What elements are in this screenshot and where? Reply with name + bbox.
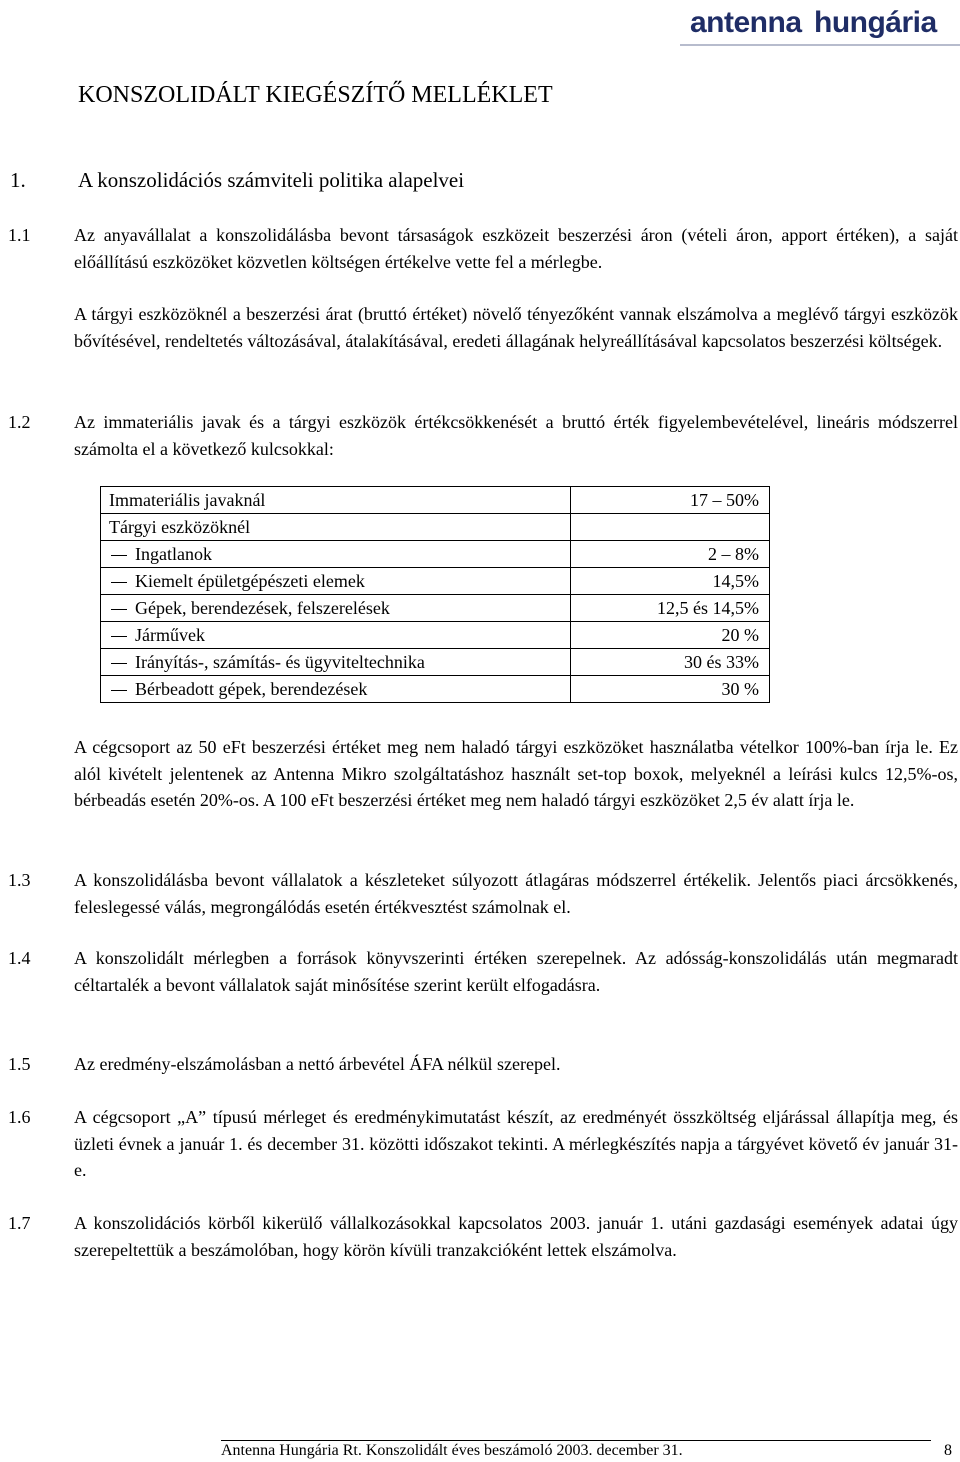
table-row [101, 649, 770, 676]
rate-label: Tárgyi eszközöknél [101, 514, 571, 541]
item-number: 1.2 [8, 412, 31, 432]
page-title: KONSZOLIDÁLT KIEGÉSZÍTŐ MELLÉKLET [78, 82, 553, 108]
table-row [101, 676, 770, 703]
section-title: A konszolidációs számviteli politika alapelvei [78, 168, 465, 192]
rate-value: 30 % [571, 676, 770, 703]
dash-bullet [111, 636, 127, 637]
item-paragraph: Az eredmény-elszámolásban a nettó árbevétel ÁFA nélkül szerepel. [74, 1054, 561, 1074]
table-row [101, 595, 770, 622]
rate-value: 14,5% [571, 568, 770, 595]
item-number: 1.3 [8, 870, 31, 890]
table-row [101, 568, 770, 595]
item-paragraph: A konszolidált mérlegben a források könyvszerinti értéken szerepelnek. Az adósság-konszolidálás után megmaradt céltartalék a bevont vállalatok saját minősítése szerint került elfogadásra. [74, 948, 958, 995]
rate-label: Immateriális javaknál [101, 487, 571, 514]
footer-text: Antenna Hungária Rt. Konszolidált éves beszámoló 2003. december 31. [221, 1442, 683, 1459]
item-paragraph: A cégcsoport az 50 eFt beszerzési értéket meg nem haladó tárgyi eszközöket használatba vételkor 100%-ban írja le. Ez alól kivételt jelentenek az Antenna Mikro szolgáltatáshoz használt set-top boxok, melyeknél a leírási kulcs 12,5%-os, bérbeadás esetén 20%-os. A 100 eFt beszerzési értéket meg nem haladó tárgyi eszközöket 2,5 év alatt írja le. [74, 737, 958, 810]
dash-bullet [111, 690, 127, 691]
depreciation-rates-table [100, 486, 770, 703]
item-paragraph: A konszolidálásba bevont vállalatok a készleteket súlyozott átlagáras módszerrel értékelik. Jelentős piaci árcsökkenés, feleslegessé válás, megrongálódás esetén értékvesztést számolnak el. [74, 870, 958, 917]
logo-word-hungaria: hungária [814, 6, 937, 39]
company-logo [670, 0, 960, 52]
item-paragraph: A konszolidációs körből kikerülő vállalkozásokkal kapcsolatos 2003. január 1. utáni gazdasági események adatai úgy szerepeltettük a beszámolóban, hogy körön kívüli tranzakcióként lettek elszámolva. [74, 1213, 958, 1260]
item-paragraph: Az immateriális javak és a tárgyi eszközök értékcsökkenését a bruttó érték figyelembevételével, lineáris módszerrel számolta el a következő kulcsokkal: [74, 412, 958, 459]
rate-label: Gépek, berendezések, felszerelések [101, 595, 571, 622]
table-row [101, 541, 770, 568]
table-row [101, 487, 770, 514]
item-paragraph: A cégcsoport „A” típusú mérleget és eredménykimutatást készít, az eredményét összköltség eljárással állapítja meg, és üzleti évnek a január 1. és december 31. közötti időszakot tekinti. A mérlegkészítés napja a tárgyévet követő év január 31-e. [74, 1107, 958, 1180]
table-row [101, 514, 770, 541]
rate-value: 17 – 50% [571, 487, 770, 514]
rate-value: 20 % [571, 622, 770, 649]
rate-label: Irányítás-, számítás- és ügyviteltechnika [101, 649, 571, 676]
dash-bullet [111, 609, 127, 610]
page-number: 8 [944, 1442, 952, 1459]
rate-value: 12,5 és 14,5% [571, 595, 770, 622]
rate-label: Ingatlanok [101, 541, 571, 568]
footer-divider [221, 1440, 931, 1441]
item-number: 1.4 [8, 948, 31, 968]
rate-value: 2 – 8% [571, 541, 770, 568]
dash-bullet [111, 582, 127, 583]
dash-bullet [111, 663, 127, 664]
table-row [101, 622, 770, 649]
rate-value [571, 514, 770, 541]
logo-underline [680, 44, 960, 46]
rate-label: Járművek [101, 622, 571, 649]
item-paragraph: A tárgyi eszközöknél a beszerzési árat (bruttó értéket) növelő tényezőként vannak elszámolva a meglévő tárgyi eszközök bővítésével, rendeltetés változásával, átalakításával, eredeti állagának helyreállításával kapcsolatos beszerzési költségek. [74, 304, 958, 351]
logo-word-antenna: antenna [690, 6, 802, 39]
item-paragraph: Az anyavállalat a konszolidálásba bevont társaságok eszközeit beszerzési áron (vételi áron, apport értéken), a saját előállítású eszközöket közvetlen költségen értékelve vette fel a mérlegbe. [74, 225, 958, 272]
rate-label: Bérbeadott gépek, berendezések [101, 676, 571, 703]
item-number: 1.6 [8, 1107, 31, 1127]
rate-label: Kiemelt épületgépészeti elemek [101, 568, 571, 595]
dash-bullet [111, 555, 127, 556]
item-number: 1.5 [8, 1054, 31, 1074]
item-number: 1.7 [8, 1213, 31, 1233]
item-number: 1.1 [8, 225, 31, 245]
rate-value: 30 és 33% [571, 649, 770, 676]
section-number: 1. [10, 168, 26, 192]
